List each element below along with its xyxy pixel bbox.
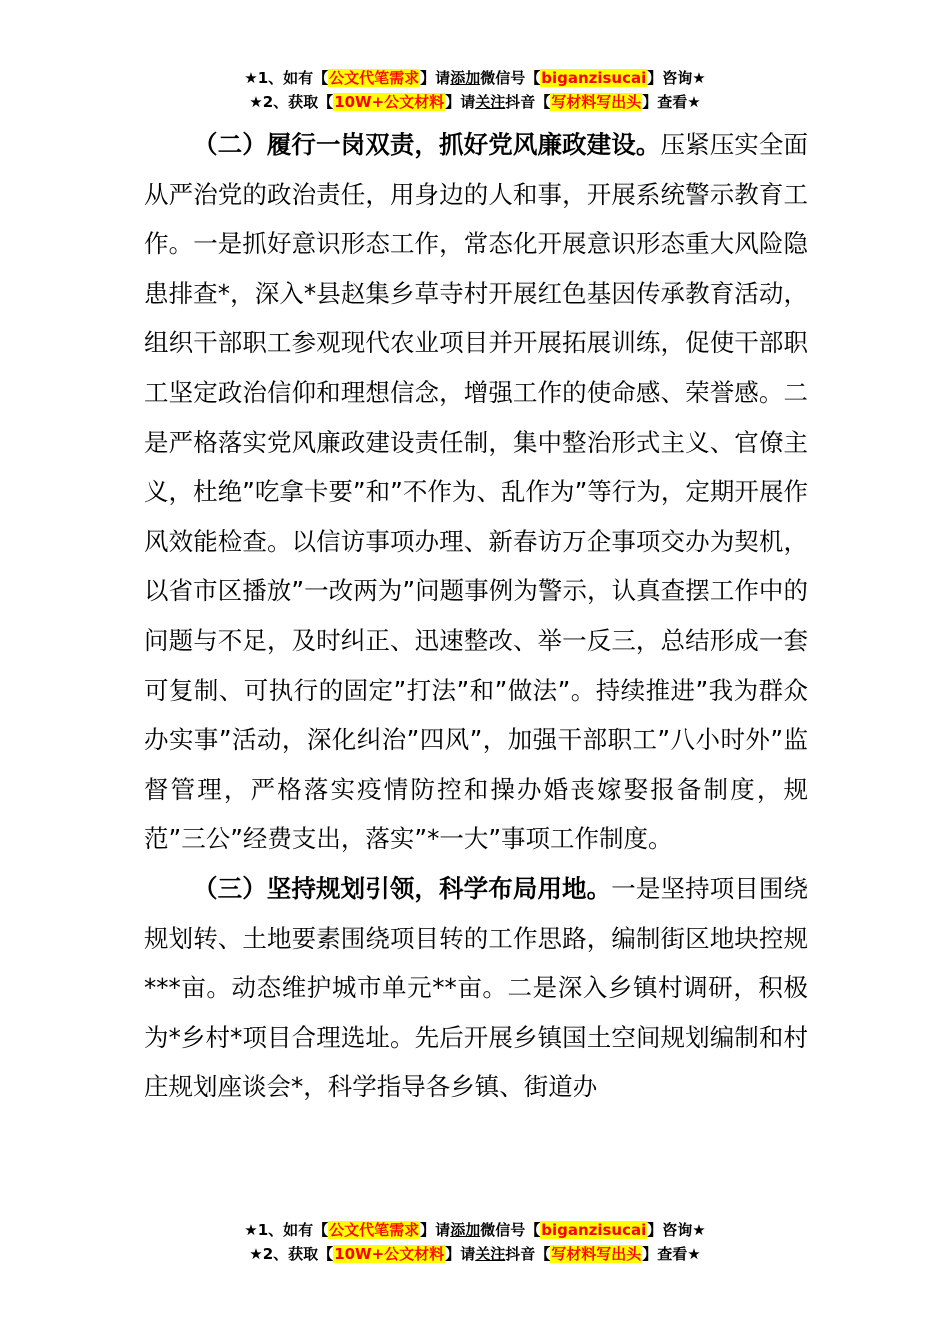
promo-text: ★2、获取【 bbox=[249, 1245, 334, 1263]
promo-text: 抖音【 bbox=[505, 93, 551, 111]
paragraph-section-3 bbox=[144, 864, 808, 1112]
promo-highlight: 公文代笔需求 bbox=[329, 69, 420, 87]
promo-line-1 bbox=[0, 66, 950, 90]
promo-banner-bottom bbox=[0, 1218, 950, 1266]
promo-highlight: 10W+公文材料 bbox=[334, 93, 445, 111]
promo-underlined: 添加 bbox=[450, 1221, 481, 1239]
promo-underlined: 添加 bbox=[450, 69, 481, 87]
promo-line-2 bbox=[0, 90, 950, 114]
paragraph-text: 一是坚持项目围绕规划转、土地要素围绕项目转的工作思路，编制街区地块控规***亩。动态维护城市单元**亩。二是深入乡镇村调研，积极为*乡村*项目合理选址。先后开展乡镇国土空间规划编制和村庄规划座谈会*，科学指导各乡镇、街道办 bbox=[144, 873, 809, 1102]
promo-underlined: 关注 bbox=[475, 93, 506, 111]
promo-text: ★2、获取【 bbox=[249, 93, 334, 111]
promo-highlight-wechat-id: biganzisucai bbox=[541, 69, 647, 87]
promo-highlight-wechat-id: biganzisucai bbox=[541, 1221, 647, 1239]
promo-highlight: 10W+公文材料 bbox=[334, 1245, 445, 1263]
paragraph-text: 压紧压实全面从严治党的政治责任，用身边的人和事，开展系统警示教育工作。一是抓好意识形态工作，常态化开展意识形态重大风险隐患排查*，深入*县赵集乡草寺村开展红色基因传承教育活动，组织干部职工参观现代农业项目并开展拓展训练，促使干部职工坚定政治信仰和理想信念，增强工作的使命感、荣誉感。二是严格落实党风廉政建设责任制，集中整治形式主义、官僚主义，杜绝”吃拿卡要”和”不作为、乱作为”等行为，定期开展作风效能检查。以信访事项办理、新春访万企事项交办为契机，以省市区播放”一改两为”问题事例为警示，认真查摆工作中的问题与不足，及时纠正、迅速整改、举一反三，总结形成一套可复制、可执行的固定”打法”和”做法”。持续推进”我为群众办实事”活动，深化纠治”四风”，加强干部职工”八小时外”监督管理，严格落实疫情防控和操办婚丧嫁娶报备制度，规范”三公”经费支出，落实”*一大”事项工作制度。 bbox=[144, 130, 809, 854]
promo-text: 】咨询★ bbox=[647, 1221, 706, 1239]
promo-text: 】请 bbox=[445, 1245, 476, 1263]
promo-highlight: 公文代笔需求 bbox=[329, 1221, 420, 1239]
promo-text: 】查看★ bbox=[642, 1245, 701, 1263]
promo-text: 】请 bbox=[445, 93, 476, 111]
promo-line-1 bbox=[0, 1218, 950, 1242]
promo-text: 】查看★ bbox=[642, 93, 701, 111]
promo-text: 】咨询★ bbox=[647, 69, 706, 87]
promo-banner-top bbox=[0, 66, 950, 114]
section-heading: （二）履行一岗双责，抓好党风廉政建设。 bbox=[193, 130, 661, 159]
promo-text: 抖音【 bbox=[505, 1245, 551, 1263]
promo-text: 】请 bbox=[420, 1221, 451, 1239]
promo-text: 】请 bbox=[420, 69, 451, 87]
paragraph-section-2 bbox=[144, 120, 808, 864]
document-body bbox=[144, 120, 808, 1112]
section-heading: （三）坚持规划引领，科学布局用地。 bbox=[193, 873, 612, 903]
promo-text: ★1、如有【 bbox=[244, 1221, 329, 1239]
promo-text: ★1、如有【 bbox=[244, 69, 329, 87]
promo-underlined: 关注 bbox=[475, 1245, 506, 1263]
promo-text: 微信号【 bbox=[480, 1221, 541, 1239]
promo-text: 微信号【 bbox=[480, 69, 541, 87]
promo-line-2 bbox=[0, 1242, 950, 1266]
promo-highlight-douyin: 写材料写出头 bbox=[551, 93, 642, 111]
promo-highlight-douyin: 写材料写出头 bbox=[551, 1245, 642, 1263]
